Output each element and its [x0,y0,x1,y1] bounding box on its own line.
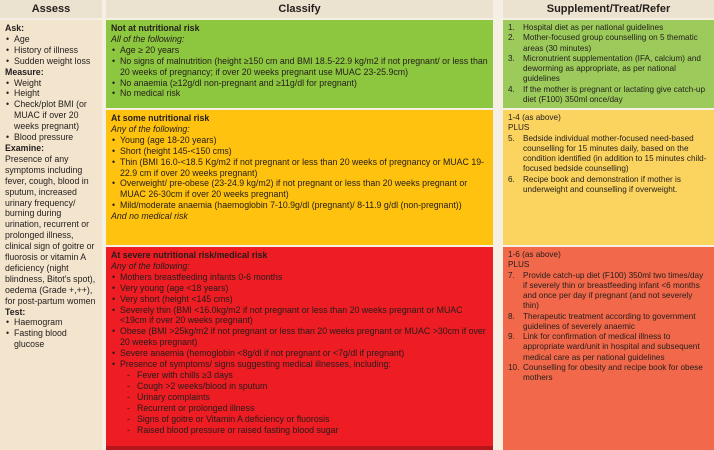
classify-item: • Obese (BMI >25kg/m2 if not pregnant or less than 20 weeks pregnant or MUAC >30cm if over 20 weeks pregnant) [111,326,488,348]
treat-item [508,271,709,312]
treat-intro: 1-6 (as above) [508,250,561,259]
classify-red-subtitle: Any of the following: [111,260,190,271]
classify-symptom-item: - Recurrent or prolonged illness [111,403,488,414]
classify-item: • Mild/moderate anaemia (haemoglobin 7-10.9g/dl (pregnant)/ 8-11.9 g/dl (non-pregnant)) [111,200,488,211]
treat-severe-risk-cell [503,247,714,450]
treat-not-at-risk-cell [503,20,714,108]
assess-item: • History of illness [5,45,97,56]
column-header-classify: Classify [106,0,493,18]
treat-item-text: Micronutrient supplementation (IFA, calcium) and deworming as appropriate, as per national guidelines [523,53,701,84]
column-header-assess: Assess [0,0,102,18]
classify-item: • Thin (BMI 16.0-<18.5 Kg/m2 if not pregnant or less than 20 weeks of pregnancy or MUAC 19-22.9 cm if over 20 weeks pregnant) [111,157,488,179]
classify-yellow-footer: And no medical risk [111,211,188,222]
classify-item: • Mothers breastfeeding infants 0-6 months [111,272,488,283]
treat-item-number: 9. [508,332,515,341]
treat-item-number: 3. [508,53,515,63]
treat-item-number: 8. [508,311,515,321]
classify-item: • Very short (height <145 cms) [111,294,488,305]
treat-item-text: Counselling for obesity and recipe book for obese mothers [523,362,703,382]
treat-plus: PLUS [508,260,530,270]
treat-item-number: 1. [508,23,515,32]
treat-item-number: 5. [508,133,515,143]
classify-yellow-title: At some nutritional risk [111,113,210,123]
assess-item: • Check/plot BMI (or MUAC if over 20 weeks pregnant) [5,99,97,132]
treat-item [508,312,709,333]
classify-green-title: Not at nutritional risk [111,23,200,33]
treat-item [508,332,709,363]
assess-item: • Age [5,34,97,45]
treat-item-text: Hospital diet as per national guidelines [523,23,664,32]
classify-symptom-item: - Signs of goitre or Vitamin A deficiency or fluorosis [111,414,488,425]
assess-item: • Height [5,88,97,99]
assess-item: • Blood pressure [5,132,97,143]
treat-item [508,33,709,54]
assess-item: • Haemogram [5,317,97,328]
assess-cell [0,20,102,450]
treat-item-number: 6. [508,174,515,184]
assess-examine-text: Presence of any symptoms including fever, cough, blood in sputum, increased urinary frequency/ burning during urination, recurrent or prolonged illness, clinical sign of goitre or fluorosis or vitamin A deficiency (night blindness, Bitot's spot), oedema (Grade +,++), for post-partum women [5,153,96,306]
classify-item: • No anaemia (≥12g/dl non-pregnant and ≥11g/dl for pregnant) [111,78,488,89]
treat-item-text: Link for confirmation of medical illness to appropriate ward/unit in hospital and subsequent medical care as per national guidelines [523,332,700,362]
classify-severe-risk-cell [106,247,493,450]
treat-some-risk-cell [503,110,714,245]
treat-item-number: 10. [508,362,520,372]
treat-item-text: Therapeutic treatment according to government guidelines of severely anaemic [523,311,696,331]
classify-item: • Presence of symptoms/ signs suggesting medical illnesses, including: [111,359,488,370]
treat-item [508,23,709,33]
classify-symptom-item: - Fever with chills ≥3 days [111,370,488,381]
classify-item: • Overweight/ pre-obese (23-24.9 kg/m2) if not pregnant or less than 20 weeks pregnant or MUAC 26-30cm if over 20 weeks pregnant) [111,178,488,200]
treat-item [508,134,709,175]
treat-item-text: If the mother is pregnant or lactating give catch-up diet (F100) 350ml once/day [523,84,706,104]
assess-item: • Fasting blood glucose [5,328,97,350]
treat-plus: PLUS [508,123,530,133]
treat-item-number: 4. [508,84,515,94]
treat-item-text: Recipe book and demonstration if mother is underweight and counselling if overweight. [523,174,681,194]
classify-symptom-item: - Urinary complaints [111,392,488,403]
treat-item-text: Provide catch-up diet (F100) 350ml two times/day if severely thin or breastfeeding infant <6 months and once per day if pregnant (and not severely thin) [523,270,704,311]
classify-red-title: At severe nutritional risk/medical risk [111,250,268,260]
classify-some-risk-cell [106,110,493,245]
treat-item-text: Mother-focused group counselling on 5 thematic areas (30 minutes) [523,33,698,53]
treat-item-number: 2. [508,33,515,43]
assess-item: • Weight [5,78,97,89]
classify-item: • Age ≥ 20 years [111,45,488,56]
treat-item-number: 7. [508,270,515,280]
classify-item: • Severe anaemia (hemoglobin <8g/dl if not pregnant or <7g/dl if pregnant) [111,348,488,359]
treat-item [508,363,709,384]
assess-test-heading: Test: [5,306,26,317]
assess-measure-heading: Measure: [5,66,44,77]
classify-item: • Severely thin (BMI <16.0kg/m2 if not pregnant or less than 20 weeks pregnant or MUAC <19cm if over 20 weeks pregnant) [111,305,488,327]
classify-item: • No medical risk [111,88,488,99]
column-header-treat: Supplement/Treat/Refer [503,0,714,18]
classify-not-at-risk-cell [106,20,493,108]
treat-item [508,85,709,106]
classify-item: • Young (age 18-20 years) [111,135,488,146]
treat-item-text: Bedside individual mother-focused need-based counselling for 15 minutes daily, based on the condition identified (in addition to 15 minutes child-focused bedside counselling) [523,133,707,174]
classify-green-subtitle: All of the following: [111,33,185,44]
classify-yellow-subtitle: Any of the following: [111,123,190,134]
classify-symptom-item: - Cough >2 weeks/blood in sputum [111,381,488,392]
classify-symptom-item: - Raised blood pressure or raised fasting blood sugar [111,425,488,436]
assess-examine-heading: Examine: [5,142,45,153]
treat-item [508,175,709,196]
classify-item: • No signs of malnutrition (height ≥150 cm and BMI 18.5-22.9 kg/m2 if not pregnant/ or less than 20 weeks of pregnancy; if over 20 weeks pregnant use MUAC 23-25.9cm) [111,56,488,78]
assess-item: • Sudden weight loss [5,56,97,67]
treat-intro: 1-4 (as above) [508,113,561,122]
treat-item [508,54,709,85]
classify-item: • Short (height 145-<150 cms) [111,146,488,157]
assess-ask-heading: Ask: [5,23,25,33]
classify-item: • Very young (age <18 years) [111,283,488,294]
